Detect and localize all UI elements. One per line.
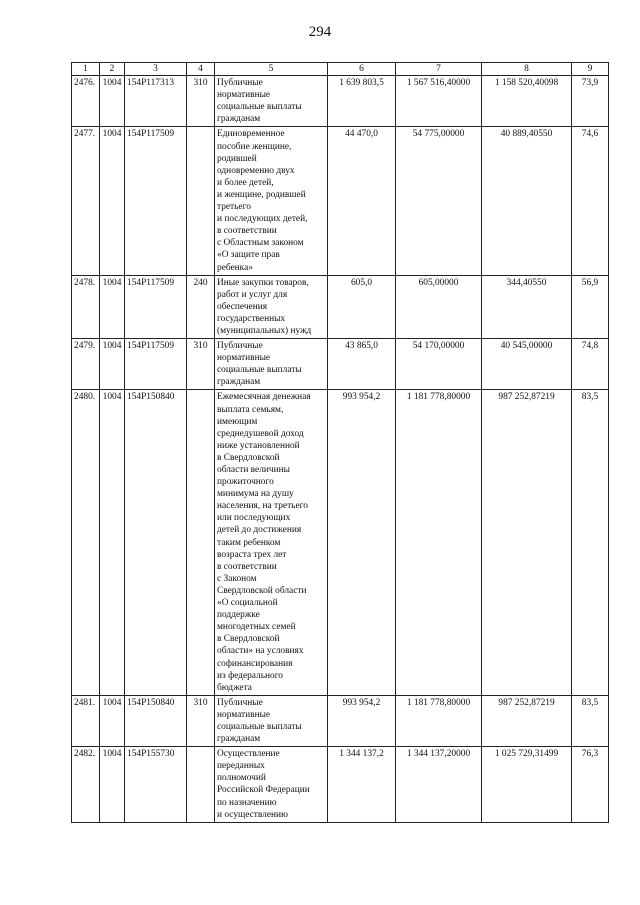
row-number: 2482. [72,747,100,823]
table-row [72,747,609,823]
section-code: 1004 [100,76,125,127]
item-name-line: ребенка» [217,262,253,273]
expense-type-code [187,390,215,695]
table-row [72,275,609,338]
item-name-line: минимума на душу [217,489,294,500]
item-name-line: нормативные [217,90,271,101]
item-name-line: имеющим [217,416,258,427]
approved-amount: 43 865,0 [328,339,396,390]
item-name-line: многодетных семей [217,622,296,633]
plan-amount: 1 344 137,20000 [396,747,482,823]
plan-amount: 1 181 778,80000 [396,390,482,695]
expense-type-code: 310 [187,695,215,746]
header-row [72,63,609,76]
item-name-line: детей до достижения [217,525,302,536]
item-name-line: переданных [217,761,265,772]
target-article-code: 154P117509 [125,339,187,390]
executed-amount: 987 252,87219 [482,390,572,695]
item-name-line: с Областным законом [217,238,304,249]
row-number: 2476. [72,76,100,127]
item-name [215,275,328,338]
table-row [72,695,609,746]
table-row [72,390,609,695]
column-header: 9 [572,63,609,76]
execution-percent: 74,6 [572,127,609,275]
item-name-line: и более детей, [217,177,274,188]
plan-amount: 1 181 778,80000 [396,695,482,746]
item-name-line: социальные выплаты [217,365,302,376]
item-name-line: возраста трех лет [217,549,287,560]
item-name-line: «О социальной [217,598,278,609]
item-name-line: поддержке [217,610,260,621]
item-name-line: среднедушевой доход [217,428,304,439]
item-name-line: третьего [217,202,251,213]
item-name-line: выплата семьям, [217,404,284,415]
plan-amount: 54 170,00000 [396,339,482,390]
row-number: 2479. [72,339,100,390]
item-name-line: Российской Федерации [217,785,310,796]
item-name-line: и последующих детей, [217,214,308,225]
table-body [72,76,609,823]
column-header: 8 [482,63,572,76]
item-name-line: (муниципальных) нужд [217,325,312,336]
execution-percent: 74,8 [572,339,609,390]
item-name-line: в Свердловской [217,452,280,463]
table-row [72,339,609,390]
item-name-line: прожиточного [217,477,274,488]
column-header: 3 [125,63,187,76]
approved-amount: 1 639 803,5 [328,76,396,127]
item-name-line: Ежемесячная денежная [217,392,311,403]
item-name-line: бюджета [217,682,252,693]
plan-amount: 1 567 516,40000 [396,76,482,127]
item-name-line: родившей [217,153,257,164]
item-name [215,127,328,275]
section-code: 1004 [100,339,125,390]
execution-percent: 73,9 [572,76,609,127]
plan-amount: 605,00000 [396,275,482,338]
item-name-line: области» на условиях [217,646,304,657]
row-number: 2478. [72,275,100,338]
item-name-line: в соответствии [217,226,277,237]
expense-type-code: 240 [187,275,215,338]
executed-amount: 1 158 520,40098 [482,76,572,127]
table-row [72,76,609,127]
item-name-line: Публичные [217,78,263,89]
item-name-line: нормативные [217,353,271,364]
column-header: 7 [396,63,482,76]
column-header: 6 [328,63,396,76]
item-name [215,76,328,127]
item-name-line: гражданам [217,114,261,125]
expense-type-code: 310 [187,76,215,127]
executed-amount: 344,40550 [482,275,572,338]
item-name-line: Свердловской области [217,585,307,596]
item-name-line: из федерального [217,670,283,681]
plan-amount: 54 775,00000 [396,127,482,275]
item-name-line: софинансирования [217,658,293,669]
execution-percent: 83,5 [572,390,609,695]
item-name-line: социальные выплаты [217,721,302,732]
item-name-line: гражданам [217,377,261,388]
section-code: 1004 [100,127,125,275]
item-name-line: и женщине, родившей [217,189,306,200]
item-name-line: области величины [217,465,290,475]
approved-amount: 1 344 137,2 [328,747,396,823]
item-name-line: с Законом [217,573,257,584]
section-code: 1004 [100,275,125,338]
item-name-line: работ и услуг для [217,289,288,300]
approved-amount: 993 954,2 [328,390,396,695]
target-article-code: 154P150840 [125,695,187,746]
target-article-code: 154P155730 [125,747,187,823]
approved-amount: 993 954,2 [328,695,396,746]
column-header: 1 [72,63,100,76]
target-article-code: 154P117509 [125,275,187,338]
item-name-line: Иные закупки товаров, [217,277,309,288]
section-code: 1004 [100,390,125,695]
item-name-line: по назначению [217,797,277,808]
expense-type-code [187,127,215,275]
item-name-line: населения, на третьего [217,501,308,512]
item-name-line: государственных [217,313,286,324]
executed-amount: 40 545,00000 [482,339,572,390]
column-header: 5 [215,63,328,76]
section-code: 1004 [100,747,125,823]
section-code: 1004 [100,695,125,746]
executed-amount: 40 889,40550 [482,127,572,275]
budget-table [71,62,609,823]
page-number: 294 [308,24,332,40]
item-name-line: Осуществление [217,749,280,760]
item-name-line: «О защите прав [217,250,280,261]
approved-amount: 44 470,0 [328,127,396,275]
item-name [215,695,328,746]
item-name-line: одновременно двух [217,165,295,176]
target-article-code: 154P150840 [125,390,187,695]
target-article-code: 154P117509 [125,127,187,275]
expense-type-code: 310 [187,339,215,390]
item-name [215,339,328,390]
row-number: 2477. [72,127,100,275]
row-number: 2481. [72,695,100,746]
column-header: 2 [100,63,125,76]
row-number: 2480. [72,390,100,695]
execution-percent: 83,5 [572,695,609,746]
item-name-line: Публичные [217,697,263,708]
item-name-line: нормативные [217,709,271,720]
executed-amount: 987 252,87219 [482,695,572,746]
execution-percent: 56,9 [572,275,609,338]
table-row [72,127,609,275]
item-name [215,747,328,823]
item-name-line: в соответствии [217,561,277,572]
item-name-line: социальные выплаты [217,102,302,113]
item-name-line: обеспечения [217,301,268,312]
column-header: 4 [187,63,215,76]
executed-amount: 1 025 729,31499 [482,747,572,823]
item-name-line: гражданам [217,734,261,745]
item-name-line: таким ребенком [217,537,281,548]
item-name [215,390,328,695]
item-name-line: в Свердловской [217,634,280,645]
approved-amount: 605,0 [328,275,396,338]
execution-percent: 76,3 [572,747,609,823]
item-name-line: ниже установленной [217,440,300,451]
item-name-line: Единовременное [217,129,285,140]
item-name-line: полномочий [217,773,266,784]
item-name-line: пособие женщине, [217,141,292,152]
expense-type-code [187,747,215,823]
item-name-line: или последующих [217,513,291,524]
item-name-line: Публичные [217,341,263,352]
target-article-code: 154P117313 [125,76,187,127]
item-name-line: и осуществлению [217,809,289,820]
